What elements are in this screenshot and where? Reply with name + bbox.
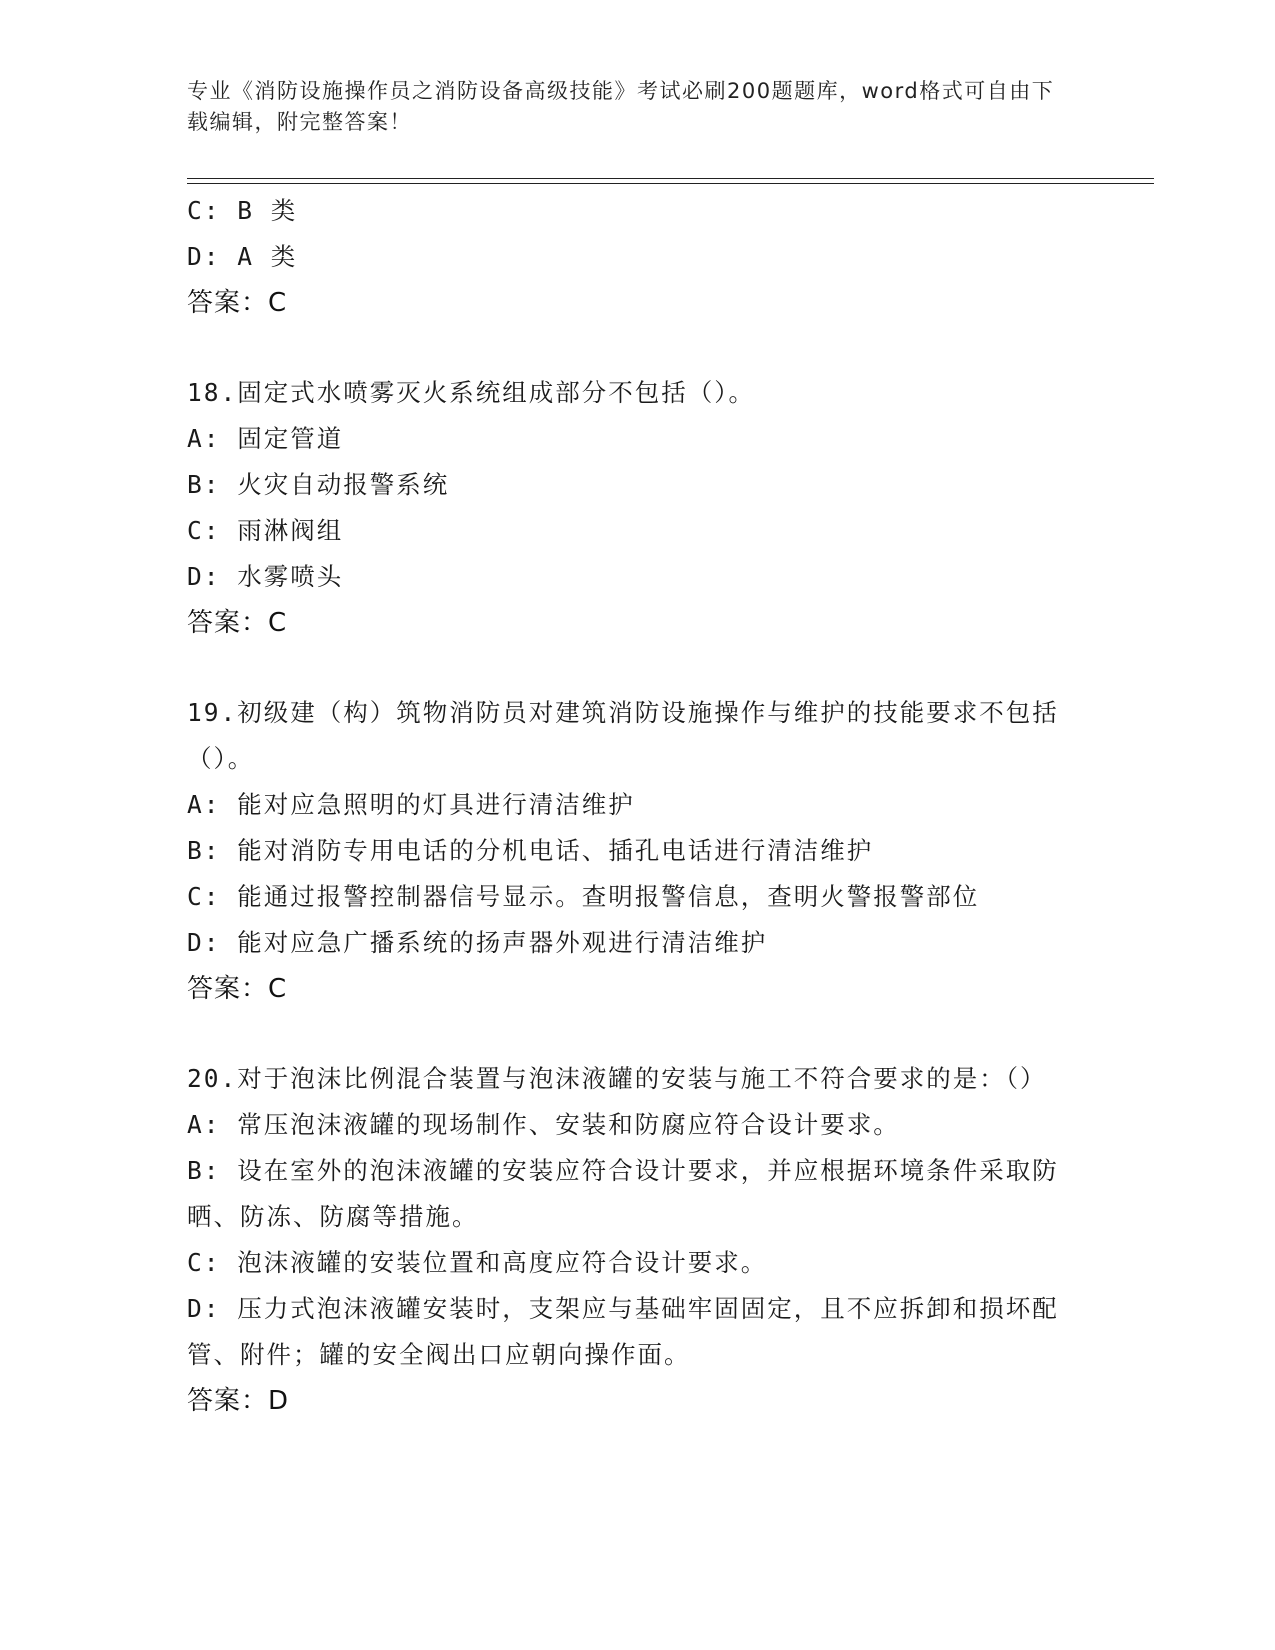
question-stem: 19.初级建（构）筑物消防员对建筑消防设施操作与维护的技能要求不包括（）。 (187, 698, 1059, 773)
option-c: C: 能通过报警控制器信号显示。查明报警信息，查明火警报警部位 (187, 882, 980, 911)
document-title: 专业《消防设施操作员之消防设备高级技能》考试必刷200题题库，word格式可自由下载编辑，附完整答案！ (187, 79, 1055, 134)
answer-line: 答案：D (187, 1386, 290, 1416)
option-c: C: B 类 (187, 196, 298, 225)
question-stem: 20.对于泡沫比例混合装置与泡沫液罐的安装与施工不符合要求的是：（） (187, 1064, 1047, 1093)
option-a: A: 常压泡沫液罐的现场制作、安装和防腐应符合设计要求。 (187, 1110, 900, 1139)
partial-question (187, 188, 1082, 326)
answer-line: 答案：C (187, 974, 288, 1004)
option-b: B: 设在室外的泡沫液罐的安装应符合设计要求，并应根据环境条件采取防晒、防冻、防腐等措施。 (187, 1156, 1059, 1231)
option-c: C: 雨淋阀组 (187, 516, 344, 545)
question-18 (187, 370, 1082, 646)
document-header (187, 76, 1067, 138)
answer-line: 答案：C (187, 288, 288, 318)
document-body (187, 188, 1082, 1424)
header-divider (187, 178, 1154, 184)
question-19 (187, 690, 1082, 1012)
option-c: C: 泡沫液罐的安装位置和高度应符合设计要求。 (187, 1248, 768, 1277)
answer-line: 答案：C (187, 608, 288, 638)
option-b: B: 能对消防专用电话的分机电话、插孔电话进行清洁维护 (187, 836, 874, 865)
question-stem: 18.固定式水喷雾灭火系统组成部分不包括（）。 (187, 378, 755, 407)
question-20 (187, 1056, 1082, 1424)
option-b: B: 火灾自动报警系统 (187, 470, 450, 499)
option-d: D: 能对应急广播系统的扬声器外观进行清洁维护 (187, 928, 768, 957)
option-d: D: 压力式泡沫液罐安装时，支架应与基础牢固固定，且不应拆卸和损坏配管、附件；罐的安全阀出口应朝向操作面。 (187, 1294, 1059, 1369)
option-a: A: 固定管道 (187, 424, 344, 453)
option-d: D: 水雾喷头 (187, 562, 344, 591)
option-d: D: A 类 (187, 242, 298, 271)
option-a: A: 能对应急照明的灯具进行清洁维护 (187, 790, 635, 819)
